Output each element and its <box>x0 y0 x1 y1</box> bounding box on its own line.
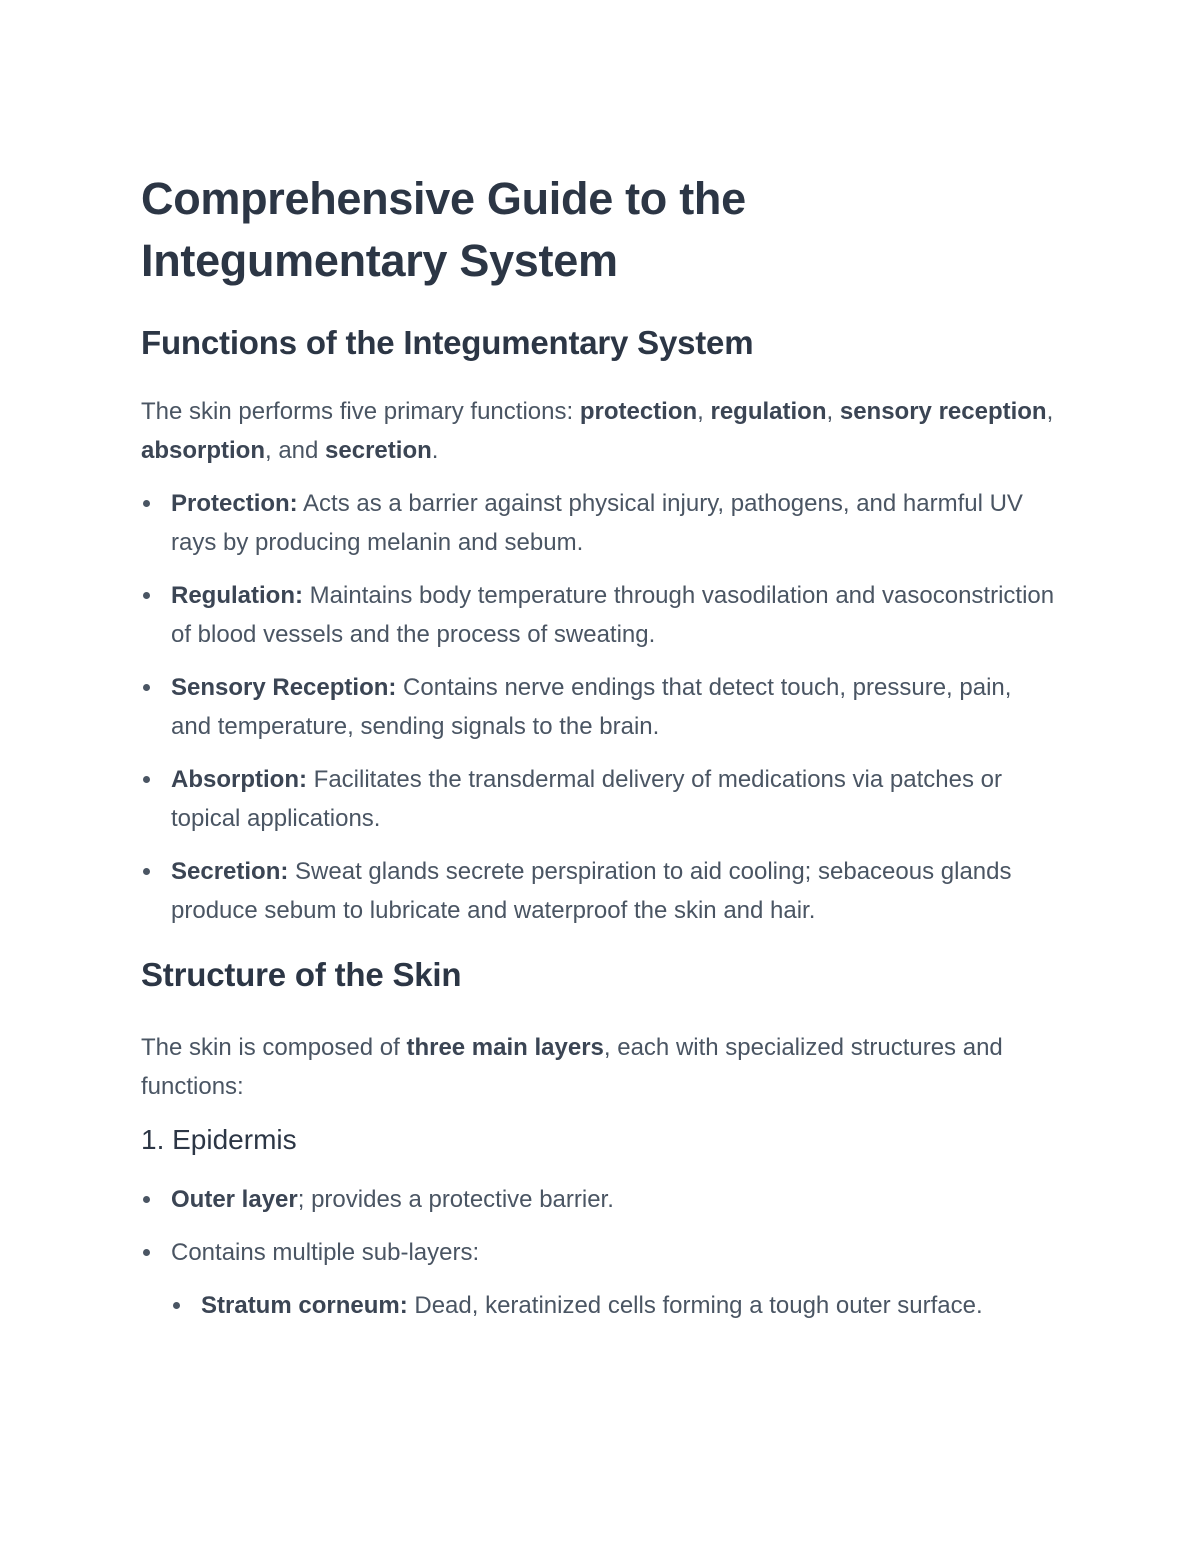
function-regulation: regulation <box>710 398 827 425</box>
functions-list <box>141 484 1056 930</box>
item-term: Sensory Reception: <box>171 674 397 701</box>
item-term: Regulation: <box>171 582 303 609</box>
document-page <box>141 168 1056 1347</box>
list-item <box>141 668 1056 746</box>
bullet-icon <box>143 776 150 783</box>
list-item <box>141 1180 1056 1219</box>
structure-intro-rest: , each with specialized structures and functions: <box>141 1034 1003 1100</box>
bullet-icon <box>173 1302 180 1309</box>
structure-heading: Structure of the Skin <box>141 956 462 993</box>
intro-sep: , and <box>265 437 326 464</box>
item-text: Facilitates the transdermal delivery of medications via patches or topical applications. <box>171 766 1002 832</box>
intro-sep: , <box>697 398 711 425</box>
list-item <box>171 1286 1056 1325</box>
intro-end: . <box>431 437 439 464</box>
structure-intro <box>141 1028 1056 1106</box>
bullet-icon <box>143 1196 150 1203</box>
function-absorption: absorption <box>141 437 265 464</box>
bullet-icon <box>143 868 150 875</box>
structure-intro-bold: three main layers <box>406 1034 604 1061</box>
functions-intro <box>141 392 1056 470</box>
function-sensory-reception: sensory reception <box>839 398 1047 425</box>
list-item <box>141 852 1056 930</box>
page-title: Comprehensive Guide to the Integumentary System <box>141 173 746 286</box>
item-text: Contains multiple sub-layers: <box>171 1239 480 1266</box>
item-text: Dead, keratinized cells forming a tough outer surface. <box>407 1292 983 1319</box>
item-text: Maintains body temperature through vasodilation and vasoconstriction of blood vessels and the process of sweating. <box>171 582 1055 648</box>
item-term: Stratum corneum: <box>201 1292 408 1319</box>
list-item <box>141 576 1056 654</box>
function-secretion: secretion <box>325 437 432 464</box>
item-text: Sweat glands secrete perspiration to aid cooling; sebaceous glands produce sebum to lubricate and waterproof the skin and hair. <box>171 858 1012 924</box>
intro-sep: , <box>826 398 840 425</box>
epidermis-list <box>141 1180 1056 1325</box>
item-term: Secretion: <box>171 858 289 885</box>
bullet-icon <box>143 684 150 691</box>
item-text: Acts as a barrier against physical injury, pathogens, and harmful UV rays by producing melanin and sebum. <box>171 490 1023 556</box>
item-term: Absorption: <box>171 766 307 793</box>
functions-intro-lead: The skin performs five primary functions: <box>141 398 580 425</box>
epidermis-heading: 1. Epidermis <box>141 1124 297 1155</box>
item-text: ; provides a protective barrier. <box>297 1186 614 1213</box>
functions-heading: Functions of the Integumentary System <box>141 324 754 361</box>
bullet-icon <box>143 500 150 507</box>
list-item <box>141 1233 1056 1325</box>
item-text: Contains nerve endings that detect touch, pressure, pain, and temperature, sending signals to the brain. <box>171 674 1012 740</box>
intro-sep: , <box>1046 398 1054 425</box>
item-term: Protection: <box>171 490 298 517</box>
bullet-icon <box>143 1249 150 1256</box>
structure-intro-lead: The skin is composed of <box>141 1034 407 1061</box>
list-item <box>141 760 1056 838</box>
function-protection: protection <box>579 398 698 425</box>
list-item <box>141 484 1056 562</box>
item-term: Outer layer <box>171 1186 298 1213</box>
sublayers-list <box>171 1286 1056 1325</box>
bullet-icon <box>143 592 150 599</box>
